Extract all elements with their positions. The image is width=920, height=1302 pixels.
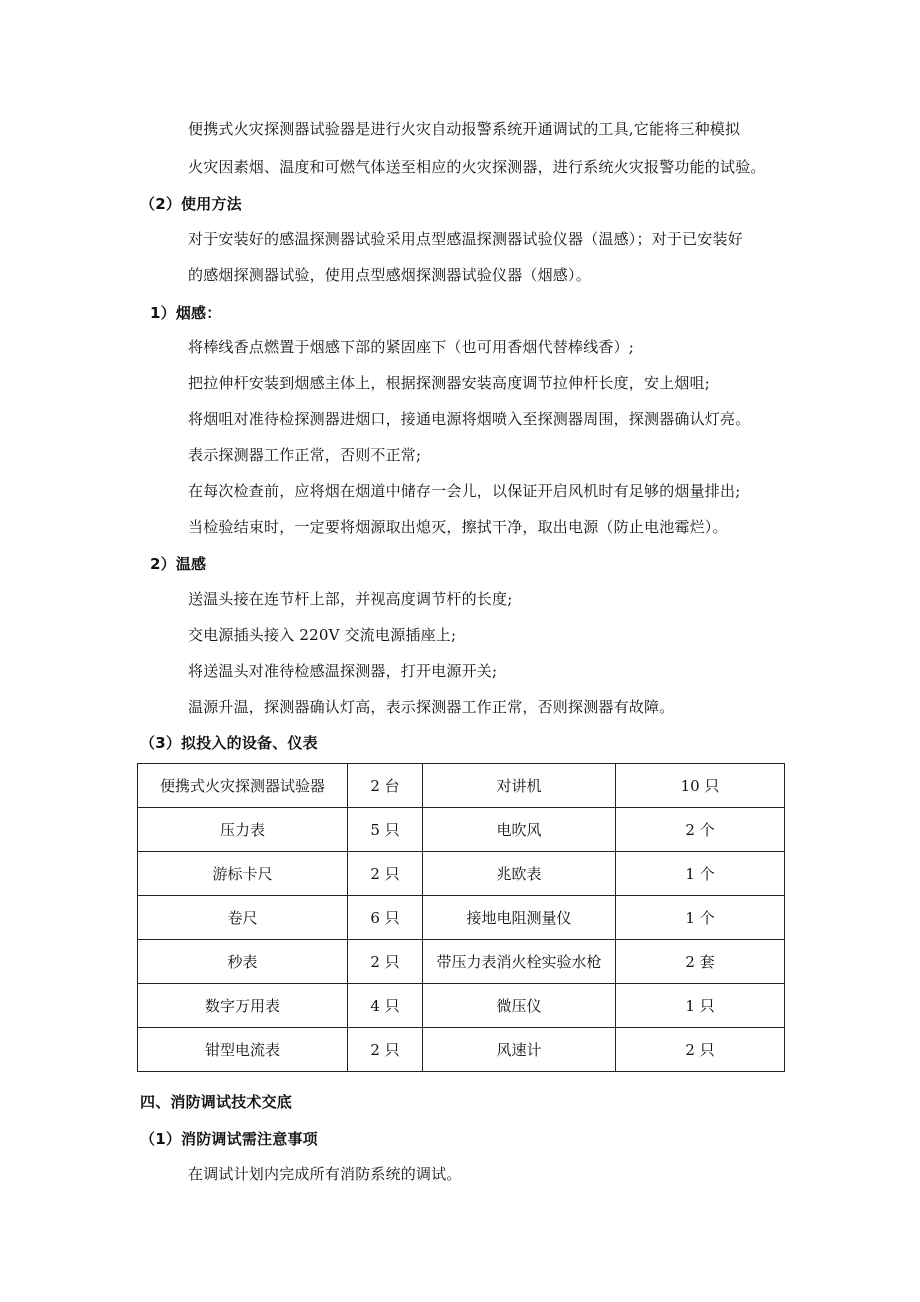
equipment-qty-cell: 6 只: [348, 896, 423, 940]
equipment-name-cell: 带压力表消火栓实验水枪: [423, 940, 616, 984]
heat-line-1: 送温头接在连节杆上部，并视高度调节杆的长度;: [188, 590, 513, 608]
usage-line-1: 对于安装好的感温探测器试验采用点型感温探测器试验仪器（温感）；对于已安装好: [188, 230, 743, 248]
equipment-qty-cell: 2 台: [348, 764, 423, 808]
table-row: [138, 764, 785, 808]
table-row: [138, 852, 785, 896]
equipment-qty-cell: 2 只: [616, 1028, 785, 1072]
equipment-name-cell: 便携式火灾探测器试验器: [138, 764, 348, 808]
equipment-name-cell: 对讲机: [423, 764, 616, 808]
heat-line-4: 温源升温，探测器确认灯高，表示探测器工作正常，否则探测器有故障。: [188, 698, 675, 716]
equipment-name-cell: 钳型电流表: [138, 1028, 348, 1072]
notes-heading: （1）消防调试需注意事项: [140, 1130, 318, 1148]
table-row: [138, 984, 785, 1028]
usage-heading: （2）使用方法: [140, 195, 242, 213]
equipment-qty-cell: 2 只: [348, 852, 423, 896]
table-row: [138, 940, 785, 984]
intro-line-2: 火灾因素烟、温度和可燃气体送至相应的火灾探测器，进行系统火灾报警功能的试验。: [188, 158, 766, 176]
equipment-qty-cell: 1 个: [616, 852, 785, 896]
equipment-table: [137, 763, 785, 1072]
smoke-heading: 1）烟感：: [150, 304, 222, 322]
equipment-name-cell: 风速计: [423, 1028, 616, 1072]
table-row: [138, 896, 785, 940]
equipment-qty-cell: 4 只: [348, 984, 423, 1028]
heat-line-3: 将送温头对准待检感温探测器，打开电源开关;: [188, 662, 498, 680]
notes-line-1: 在调试计划内完成所有消防系统的调试。: [188, 1165, 462, 1183]
table-row: [138, 1028, 785, 1072]
equipment-qty-cell: 5 只: [348, 808, 423, 852]
intro-line-1: 便携式火灾探测器试验器是进行火灾自动报警系统开通调试的工具,它能将三种模拟: [188, 120, 741, 138]
smoke-line-3: 将烟咀对准待检探测器进烟口，接通电源将烟喷入至探测器周围，探测器确认灯亮。: [188, 410, 751, 428]
smoke-line-1: 将棒线香点燃置于烟感下部的紧固座下（也可用香烟代替棒线香）;: [188, 338, 635, 356]
smoke-line-4: 表示探测器工作正常，否则不正常;: [188, 446, 422, 464]
equipment-name-cell: 压力表: [138, 808, 348, 852]
heat-line-2: 交电源插头接入 220V 交流电源插座上;: [188, 626, 457, 644]
equipment-name-cell: 兆欧表: [423, 852, 616, 896]
equipment-qty-cell: 1 个: [616, 896, 785, 940]
equipment-qty-cell: 1 只: [616, 984, 785, 1028]
equipment-name-cell: 电吹风: [423, 808, 616, 852]
table-row: [138, 808, 785, 852]
section4-heading: 四、消防调试技术交底: [140, 1093, 293, 1111]
equipment-qty-cell: 10 只: [616, 764, 785, 808]
equipment-qty-cell: 2 个: [616, 808, 785, 852]
smoke-line-5: 在每次检查前，应将烟在烟道中储存一会儿，以保证开启风机时有足够的烟量排出;: [188, 482, 741, 500]
equipment-name-cell: 接地电阻测量仪: [423, 896, 616, 940]
equipment-qty-cell: 2 只: [348, 1028, 423, 1072]
heat-heading: 2）温感: [150, 555, 207, 573]
equipment-qty-cell: 2 只: [348, 940, 423, 984]
equipment-heading: （3）拟投入的设备、仪表: [140, 734, 318, 752]
usage-line-2: 的感烟探测器试验，使用点型感烟探测器试验仪器（烟感）。: [188, 266, 591, 284]
equipment-name-cell: 数字万用表: [138, 984, 348, 1028]
smoke-line-2: 把拉伸杆安装到烟感主体上，根据探测器安装高度调节拉伸杆长度，安上烟咀;: [188, 374, 711, 392]
smoke-line-6: 当检验结束时，一定要将烟源取出熄灭，擦拭干净，取出电源（防止电池霉烂）。: [188, 518, 728, 536]
equipment-name-cell: 卷尺: [138, 896, 348, 940]
equipment-name-cell: 游标卡尺: [138, 852, 348, 896]
equipment-qty-cell: 2 套: [616, 940, 785, 984]
equipment-name-cell: 秒表: [138, 940, 348, 984]
equipment-name-cell: 微压仪: [423, 984, 616, 1028]
